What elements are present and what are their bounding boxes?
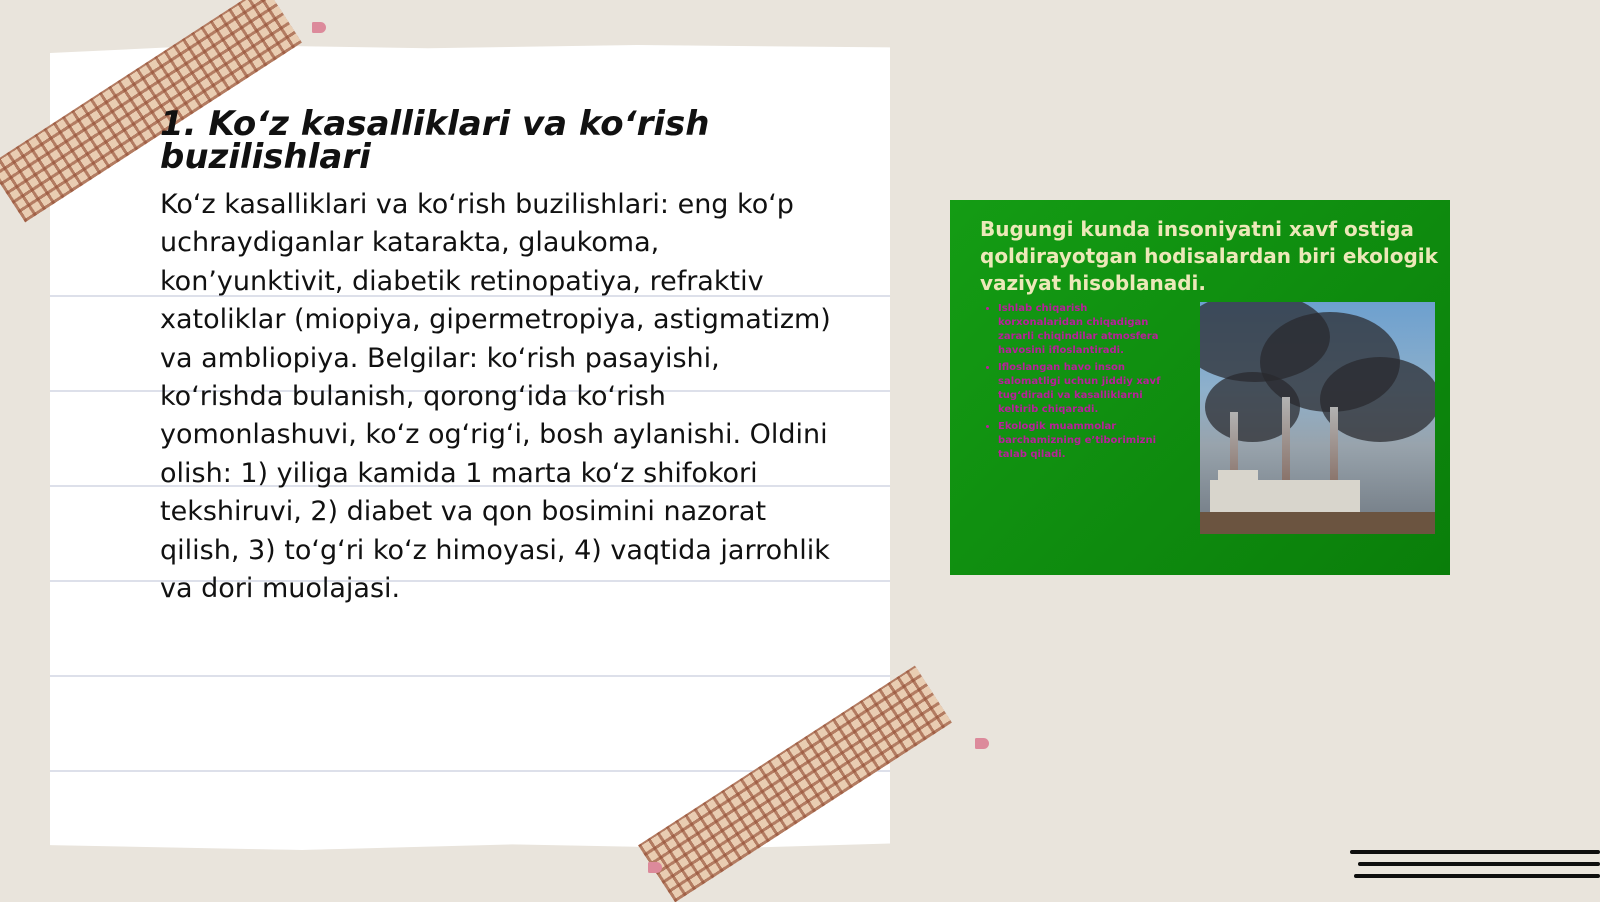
power-plant-building [1210,480,1360,514]
tape-tack [312,22,326,33]
brush-stroke [1354,874,1600,878]
brush-stroke [1350,850,1600,854]
image-bullet: • Ishlab chiqarish korxonalaridan chiqadigan zararli chiqindilar atmosfera havosini ifloslantiradi. [998,302,1173,358]
slide-title: 1. Ko‘z kasalliklari va ko‘rish buzilishlari [160,104,710,177]
slide-body-text: Ko‘z kasalliklari va ko‘rish buzilishlari: eng ko‘p uchraydiganlar katarakta, glaukoma, kon’yunktivit, diabetik retinopatiya, refraktiv xatoliklar (miopiya, gipermetropiya, astigmatizm) va ambliopiya. Belgilar: ko‘rish pasayishi, ko‘rishda bulanish, qorong‘ida ko‘rish yomonlashuvi, ko‘z og‘rig‘i, bosh aylanishi. Oldini olish: 1) yiliga kamida 1 marta ko‘z shifokori tekshiruvi, 2) diabet va qon bosimini nazorat qilish, 3) to‘g‘ri ko‘z himoyasi, 4) vaqtida jarrohlik va dori muolajasi. [160,189,831,605]
paper-rule-line [50,675,890,677]
image-bullet-list [978,302,1173,465]
image-bullet: • Ifloslangan havo inson salomatligi uchun jiddiy xavf tug‘diradi va kasalliklarni keltirib chiqaradi. [998,361,1173,417]
tape-tack [648,862,662,873]
power-plant-building [1218,470,1258,482]
ground [1200,512,1435,534]
ecology-slide-image [950,200,1450,575]
image-heading: Bugungi kunda insoniyatni xavf ostiga qoldirayotgan hodisalardan biri ekologik vaziyat hisoblanadi. [980,217,1438,295]
image-bullet: • Ekologik muammolar barchamizning e’tiborimizni talab qiladi. [998,420,1173,462]
tape-tack [975,738,989,749]
factory-smoke-photo [1200,302,1435,534]
brush-stroke [1358,862,1600,866]
